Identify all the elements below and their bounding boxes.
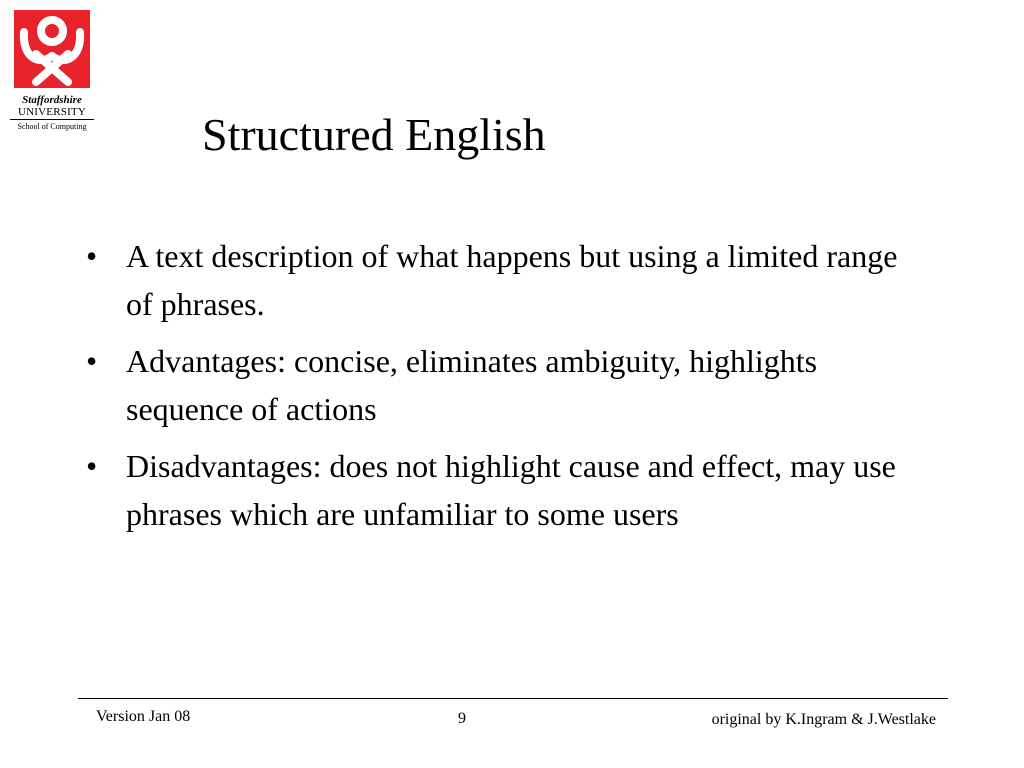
footer-version: Version Jan 08	[96, 708, 191, 725]
footer-credit: original by K.Ingram & J.Westlake	[711, 711, 936, 728]
knot-emblem-icon	[14, 10, 90, 88]
bullet-item	[86, 442, 906, 538]
bullet-text: A text description of what happens but using a limited range of phrases.	[126, 238, 898, 322]
bullet-marker: •	[86, 343, 98, 379]
university-logo	[10, 10, 94, 136]
logo-school: School of Computing	[17, 122, 87, 131]
bullet-text: Advantages: concise, eliminates ambiguity, highlights sequence of actions	[126, 343, 818, 427]
logo-university: UNIVERSITY	[10, 106, 94, 120]
bullet-item	[86, 337, 906, 433]
bullet-marker: •	[86, 448, 98, 484]
slide-title: Structured English	[202, 109, 546, 160]
bullet-text: Disadvantages: does not highlight cause and effect, may use phrases which are unfamiliar to some users	[126, 448, 896, 532]
bullet-list	[86, 232, 906, 547]
logo-name: Staffordshire	[22, 94, 82, 106]
bullet-marker: •	[86, 238, 98, 274]
bullet-item	[86, 232, 906, 328]
page-number: 9	[458, 710, 466, 727]
footer-divider	[78, 698, 948, 699]
